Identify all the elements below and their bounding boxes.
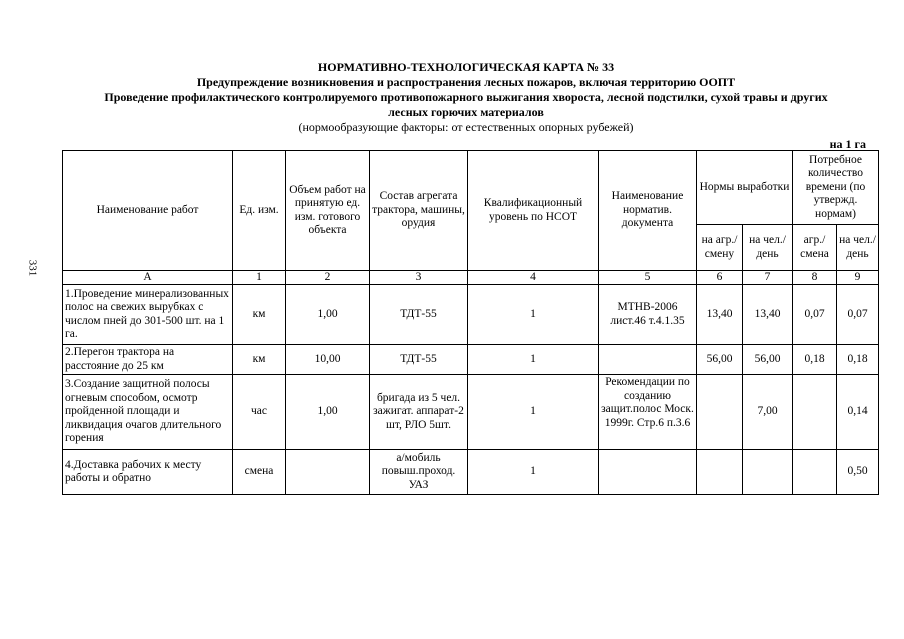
- header-composition: Состав агрегата трактора, машины, орудия: [370, 151, 468, 271]
- table-row: [63, 345, 879, 375]
- column-number: 1: [233, 271, 286, 285]
- card-subtitle-work: Проведение профилактического контролируемого противопожарного выжигания хвороста, лесной подстилки, сухой травы и других: [104, 90, 828, 104]
- header-qualification: Квалификационный уровень по НСОТ: [468, 151, 599, 271]
- header-document: Наименование норматив. документа: [599, 151, 697, 271]
- time-man-cell: 0,07: [837, 285, 879, 345]
- column-number: 9: [837, 271, 879, 285]
- unit-cell: смена: [233, 450, 286, 495]
- time-agr-cell: [793, 450, 837, 495]
- header-norms-agr: на агр./ смену: [697, 225, 743, 271]
- norm-agr-cell: [697, 450, 743, 495]
- unit-cell: км: [233, 345, 286, 375]
- volume-cell: 1,00: [286, 375, 370, 450]
- work-name: 1.Проведение минерализованных полос на свежих вырубках с числом пней до 301-500 шт. на 1 га.: [63, 285, 233, 345]
- time-man-cell: 0,18: [837, 345, 879, 375]
- header-norms: Нормы выработки: [697, 151, 793, 225]
- norm-man-cell: 7,00: [743, 375, 793, 450]
- column-number: 4: [468, 271, 599, 285]
- norm-agr-cell: 13,40: [697, 285, 743, 345]
- work-name: 2.Перегон трактора на расстояние до 25 км: [63, 345, 233, 375]
- document-cell: [599, 450, 697, 495]
- column-number: 5: [599, 271, 697, 285]
- composition-cell: бригада из 5 чел. зажигат. аппарат-2 шт, РЛО 5шт.: [370, 375, 468, 450]
- document-cell: МТНВ-2006 лист.46 т.4.1.35: [599, 285, 697, 345]
- norm-man-cell: 56,00: [743, 345, 793, 375]
- composition-cell: ТДТ-55: [370, 345, 468, 375]
- time-agr-cell: 0,07: [793, 285, 837, 345]
- norm-factors-note: (нормообразующие факторы: от естественных опорных рубежей): [298, 120, 634, 134]
- table-row: [63, 450, 879, 495]
- column-number: А: [63, 271, 233, 285]
- norms-table: [62, 150, 879, 495]
- norm-agr-cell: 56,00: [697, 345, 743, 375]
- card-subtitle-section: Предупреждение возникновения и распространения лесных пожаров, включая территорию ООПТ: [196, 75, 736, 89]
- column-number-row: [63, 271, 879, 285]
- work-name: 3.Создание защитной полосы огневым способом, осмотр пройденной площади и ликвидация очагов длительного горения: [63, 375, 233, 450]
- time-man-cell: 0,14: [837, 375, 879, 450]
- volume-cell: [286, 450, 370, 495]
- header-time: Потребное количество времени (по утвержд. нормам): [793, 151, 879, 225]
- volume-cell: 1,00: [286, 285, 370, 345]
- time-agr-cell: 0,18: [793, 345, 837, 375]
- table-row: [63, 285, 879, 345]
- document-cell: Рекомендации по созданию защит.полос Моск. 1999г. Стр.6 п.3.6: [599, 375, 697, 450]
- norm-man-cell: 13,40: [743, 285, 793, 345]
- qualification-cell: 1: [468, 450, 599, 495]
- norm-agr-cell: [697, 375, 743, 450]
- unit-note: на 1 га: [829, 137, 866, 151]
- header-time-man: на чел./ день: [837, 225, 879, 271]
- header-norms-man: на чел./ день: [743, 225, 793, 271]
- card-title: НОРМАТИВНО-ТЕХНОЛОГИЧЕСКАЯ КАРТА № 33: [317, 60, 615, 74]
- header-name: Наименование работ: [63, 151, 233, 271]
- page-number: 331: [26, 259, 39, 277]
- document-cell: [599, 345, 697, 375]
- column-number: 3: [370, 271, 468, 285]
- header-volume: Объем работ на принятую ед. изм. готового объекта: [286, 151, 370, 271]
- composition-cell: ТДТ-55: [370, 285, 468, 345]
- unit-cell: час: [233, 375, 286, 450]
- column-number: 2: [286, 271, 370, 285]
- column-number: 6: [697, 271, 743, 285]
- header-row-1: [63, 151, 879, 225]
- card-subtitle-work-cont: лесных горючих материалов: [388, 105, 544, 119]
- column-number: 7: [743, 271, 793, 285]
- qualification-cell: 1: [468, 375, 599, 450]
- table-row: [63, 375, 879, 450]
- volume-cell: 10,00: [286, 345, 370, 375]
- unit-cell: км: [233, 285, 286, 345]
- header-unit: Ед. изм.: [233, 151, 286, 271]
- column-number: 8: [793, 271, 837, 285]
- qualification-cell: 1: [468, 345, 599, 375]
- norm-man-cell: [743, 450, 793, 495]
- document-title-block: [62, 60, 870, 135]
- composition-cell: а/мобиль повыш.проход. УАЗ: [370, 450, 468, 495]
- header-time-agr: агр./ смена: [793, 225, 837, 271]
- work-name: 4.Доставка рабочих к месту работы и обратно: [63, 450, 233, 495]
- qualification-cell: 1: [468, 285, 599, 345]
- time-man-cell: 0,50: [837, 450, 879, 495]
- time-agr-cell: [793, 375, 837, 450]
